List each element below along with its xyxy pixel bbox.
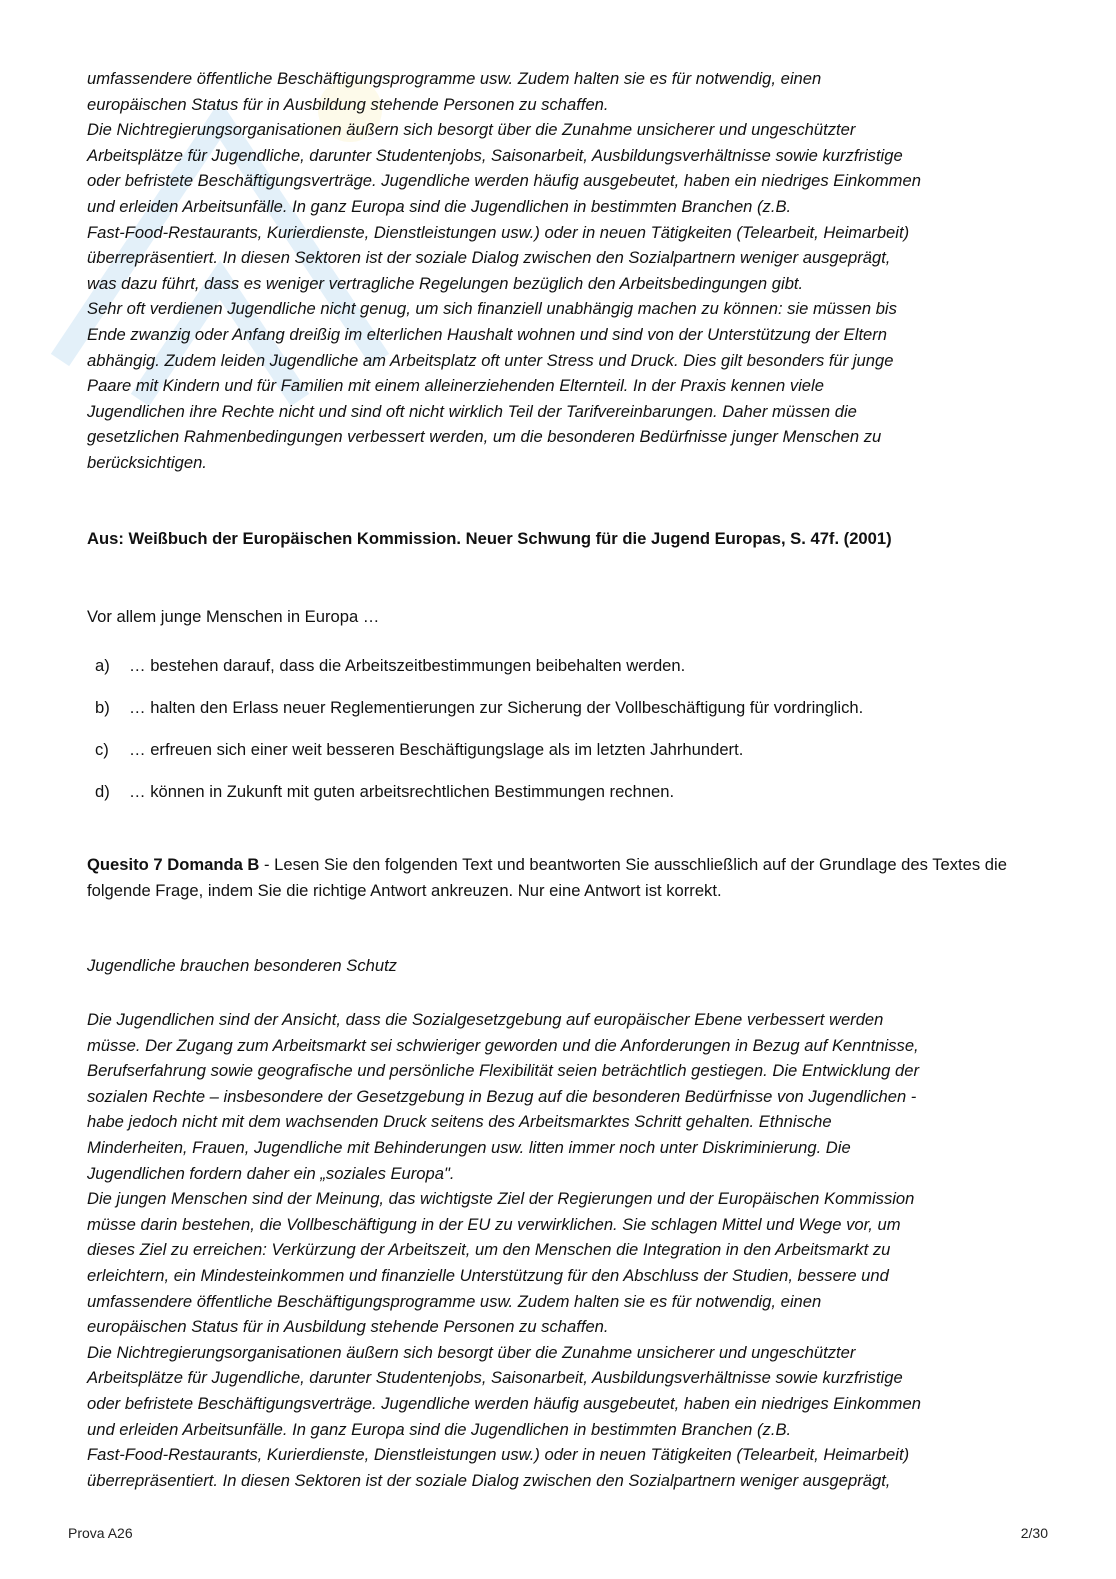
passage-title: Jugendliche brauchen besonderen Schutz bbox=[87, 956, 397, 975]
question-text: - Lesen Sie den folgenden Text und beantworten Sie ausschließlich auf der Grundlage des Textes die folgende Frage, indem Sie die richtige Antwort ankreuzen. Nur eine Antwort ist korrekt. bbox=[87, 855, 1007, 900]
option-text: … halten den Erlass neuer Reglementierungen zur Sicherung der Vollbeschäftigung für vordringlich. bbox=[129, 698, 864, 717]
answer-option-b[interactable] bbox=[95, 698, 863, 740]
answer-option-d[interactable] bbox=[95, 782, 863, 824]
option-text: … bestehen darauf, dass die Arbeitszeitbestimmungen beibehalten werden. bbox=[129, 656, 686, 675]
option-text: … erfreuen sich einer weit besseren Beschäftigungslage als im letzten Jahrhundert. bbox=[129, 740, 744, 759]
option-letter: c) bbox=[95, 740, 109, 759]
answer-option-c[interactable] bbox=[95, 740, 863, 782]
source-citation: Aus: Weißbuch der Europäischen Kommission. Neuer Schwung für die Jugend Europas, S. 47f. (2001) bbox=[87, 529, 892, 548]
question-instructions bbox=[87, 852, 1017, 904]
answer-option-a[interactable] bbox=[95, 656, 863, 698]
option-text: … können in Zukunft mit guten arbeitsrechtlichen Bestimmungen rechnen. bbox=[129, 782, 675, 801]
top-passage: umfassendere öffentliche Beschäftigungsprogramme usw. Zudem halten sie es für notwendig, einen europäischen Status für in Ausbildung stehende Personen zu schaffen. Die Nichtregierungsorganisationen äußern sich besorgt über die Zunahme unsicherer und ungeschützter Arbeitsplätze für Jugendliche, darunter Studentenjobs, Saisonarbeit, Ausbildungsverhältnisse sowie kurzfristige oder befristete Beschäftigungsverträge. Jugendliche werden häufig ausgebeutet, haben ein niedriges Einkommen und erleiden Arbeitsunfälle. In ganz Europa sind die Jugendlichen in bestimmten Branchen (z.B. Fast-Food-Restaurants, Kurierdienste, Dienstleistungen usw.) oder in neuen Tätigkeiten (Telearbeit, Heimarbeit) überrepräsentiert. In diesen Sektoren ist der soziale Dialog zwischen den Sozialpartnern weniger ausgeprägt, was dazu führt, dass es weniger vertragliche Regelungen bezüglich den Arbeitsbedingungen gibt. Sehr oft verdienen Jugendliche nicht genug, um sich finanziell unabhängig machen zu können: sie müssen bis Ende zwanzig oder Anfang dreißig im elterlichen Haushalt wohnen und sind von der Unterstützung der Eltern abhängig. Zudem leiden Jugendliche am Arbeitsplatz oft unter Stress und Druck. Dies gilt besonders für junge Paare mit Kindern und für Familien mit einem alleinerziehenden Elternteil. In der Praxis kennen viele Jugendlichen ihre Rechte nicht und sind oft nicht wirklich Teil der Tarifvereinbarungen. Daher müssen die gesetzlichen Rahmenbedingungen verbessert werden, um die besonderen Bedürfnisse junger Menschen zu berücksichtigen. bbox=[87, 69, 921, 472]
question-label: Quesito 7 Domanda B bbox=[87, 855, 260, 874]
passage-text: Die Jugendlichen sind der Ansicht, dass die Sozialgesetzgebung auf europäischer Ebene verbessert werden müsse. Der Zugang zum Arbeitsmarkt sei schwieriger geworden und die Anforderungen in Bezug auf Kenntnisse, Berufserfahrung sowie geografische und persönliche Flexibilität seien beträchtlich gestiegen. Die Entwicklung der sozialen Rechte – insbesondere der Gesetzgebung in Bezug auf die besonderen Bedürfnisse von Jugendlichen - habe jedoch nicht mit dem wachsenden Druck seitens des Arbeitsmarktes Schritt gehalten. Ethnische Minderheiten, Frauen, Jugendliche mit Behinderungen usw. litten immer noch unter Diskriminierung. Die Jugendlichen fordern daher ein „soziales Europa". Die jungen Menschen sind der Meinung, das wichtigste Ziel der Regierungen und der Europäischen Kommission müsse darin bestehen, die Vollbeschäftigung in der EU zu verwirklichen. Sie schlagen Mittel und Wege vor, um dieses Ziel zu erreichen: Verkürzung der Arbeitszeit, um den Menschen die Integration in den Arbeitsmarkt zu erleichtern, ein Mindesteinkommen und finanzielle Unterstützung für den Abschluss der Studien, bessere und umfassendere öffentliche Beschäftigungsprogramme usw. Zudem halten sie es für notwendig, einen europäischen Status für in Ausbildung stehende Personen zu schaffen. Die Nichtregierungsorganisationen äußern sich besorgt über die Zunahme unsicherer und ungeschützter Arbeitsplätze für Jugendliche, darunter Studentenjobs, Saisonarbeit, Ausbildungsverhältnisse sowie kurzfristige oder befristete Beschäftigungsverträge. Jugendliche werden häufig ausgebeutet, haben ein niedriges Einkommen und erleiden Arbeitsunfälle. In ganz Europa sind die Jugendlichen in bestimmten Branchen (z.B. Fast-Food-Restaurants, Kurierdienste, Dienstleistungen usw.) oder in neuen Tätigkeiten (Telearbeit, Heimarbeit) überrepräsentiert. In diesen Sektoren ist der soziale Dialog zwischen den Sozialpartnern weniger ausgeprägt, bbox=[87, 1010, 921, 1490]
answer-options bbox=[95, 656, 863, 824]
footer-exam-id: Prova A26 bbox=[68, 1525, 133, 1541]
option-letter: d) bbox=[95, 782, 110, 801]
option-letter: b) bbox=[95, 698, 110, 717]
option-letter: a) bbox=[95, 656, 110, 675]
footer-page-number: 2/30 bbox=[1020, 1525, 1048, 1541]
question-lead: Vor allem junge Menschen in Europa … bbox=[87, 607, 380, 626]
page-content bbox=[87, 66, 1032, 1490]
passage-body bbox=[87, 1007, 1032, 1493]
